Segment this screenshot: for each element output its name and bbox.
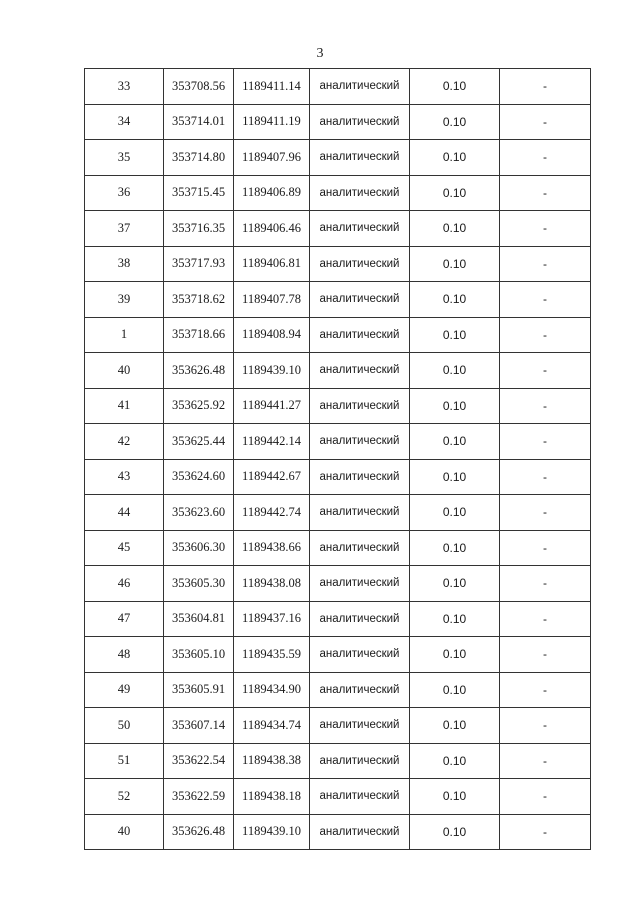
accuracy-cell: 0.10 bbox=[410, 708, 500, 744]
accuracy-cell: 0.10 bbox=[410, 495, 500, 531]
table-row bbox=[85, 637, 591, 673]
table-row bbox=[85, 175, 591, 211]
method-cell: аналитический bbox=[310, 779, 410, 815]
x-coordinate-cell: 353605.10 bbox=[164, 637, 234, 673]
point-number-cell: 38 bbox=[85, 246, 164, 282]
point-number-cell: 41 bbox=[85, 388, 164, 424]
accuracy-cell: 0.10 bbox=[410, 566, 500, 602]
x-coordinate-cell: 353605.91 bbox=[164, 672, 234, 708]
point-number-cell: 50 bbox=[85, 708, 164, 744]
table-row bbox=[85, 779, 591, 815]
accuracy-cell: 0.10 bbox=[410, 530, 500, 566]
y-coordinate-cell: 1189438.08 bbox=[234, 566, 310, 602]
method-cell: аналитический bbox=[310, 140, 410, 176]
method-cell: аналитический bbox=[310, 211, 410, 247]
method-cell: аналитический bbox=[310, 282, 410, 318]
point-number-cell: 37 bbox=[85, 211, 164, 247]
y-coordinate-cell: 1189406.81 bbox=[234, 246, 310, 282]
note-cell: - bbox=[500, 175, 591, 211]
point-number-cell: 43 bbox=[85, 459, 164, 495]
table-row bbox=[85, 601, 591, 637]
point-number-cell: 35 bbox=[85, 140, 164, 176]
x-coordinate-cell: 353626.48 bbox=[164, 353, 234, 389]
note-cell: - bbox=[500, 530, 591, 566]
point-number-cell: 36 bbox=[85, 175, 164, 211]
x-coordinate-cell: 353626.48 bbox=[164, 814, 234, 850]
y-coordinate-cell: 1189439.10 bbox=[234, 814, 310, 850]
note-cell: - bbox=[500, 246, 591, 282]
y-coordinate-cell: 1189411.19 bbox=[234, 104, 310, 140]
point-number-cell: 48 bbox=[85, 637, 164, 673]
point-number-cell: 33 bbox=[85, 69, 164, 105]
table-row bbox=[85, 672, 591, 708]
note-cell: - bbox=[500, 69, 591, 105]
x-coordinate-cell: 353714.01 bbox=[164, 104, 234, 140]
point-number-cell: 44 bbox=[85, 495, 164, 531]
table-row bbox=[85, 459, 591, 495]
y-coordinate-cell: 1189442.74 bbox=[234, 495, 310, 531]
method-cell: аналитический bbox=[310, 601, 410, 637]
table-row bbox=[85, 743, 591, 779]
table-row bbox=[85, 814, 591, 850]
x-coordinate-cell: 353625.44 bbox=[164, 424, 234, 460]
note-cell: - bbox=[500, 353, 591, 389]
method-cell: аналитический bbox=[310, 424, 410, 460]
table-row bbox=[85, 495, 591, 531]
accuracy-cell: 0.10 bbox=[410, 140, 500, 176]
x-coordinate-cell: 353604.81 bbox=[164, 601, 234, 637]
point-number-cell: 52 bbox=[85, 779, 164, 815]
accuracy-cell: 0.10 bbox=[410, 779, 500, 815]
accuracy-cell: 0.10 bbox=[410, 424, 500, 460]
x-coordinate-cell: 353607.14 bbox=[164, 708, 234, 744]
y-coordinate-cell: 1189434.90 bbox=[234, 672, 310, 708]
method-cell: аналитический bbox=[310, 104, 410, 140]
table-row bbox=[85, 566, 591, 602]
accuracy-cell: 0.10 bbox=[410, 246, 500, 282]
x-coordinate-cell: 353625.92 bbox=[164, 388, 234, 424]
table-row bbox=[85, 388, 591, 424]
method-cell: аналитический bbox=[310, 743, 410, 779]
table-row bbox=[85, 317, 591, 353]
note-cell: - bbox=[500, 140, 591, 176]
coordinates-table bbox=[84, 68, 591, 850]
method-cell: аналитический bbox=[310, 708, 410, 744]
x-coordinate-cell: 353715.45 bbox=[164, 175, 234, 211]
accuracy-cell: 0.10 bbox=[410, 601, 500, 637]
method-cell: аналитический bbox=[310, 495, 410, 531]
y-coordinate-cell: 1189438.38 bbox=[234, 743, 310, 779]
y-coordinate-cell: 1189406.89 bbox=[234, 175, 310, 211]
point-number-cell: 47 bbox=[85, 601, 164, 637]
accuracy-cell: 0.10 bbox=[410, 459, 500, 495]
point-number-cell: 40 bbox=[85, 353, 164, 389]
table-row bbox=[85, 211, 591, 247]
y-coordinate-cell: 1189434.74 bbox=[234, 708, 310, 744]
accuracy-cell: 0.10 bbox=[410, 69, 500, 105]
accuracy-cell: 0.10 bbox=[410, 317, 500, 353]
table-row bbox=[85, 282, 591, 318]
accuracy-cell: 0.10 bbox=[410, 743, 500, 779]
y-coordinate-cell: 1189442.67 bbox=[234, 459, 310, 495]
note-cell: - bbox=[500, 672, 591, 708]
point-number-cell: 42 bbox=[85, 424, 164, 460]
note-cell: - bbox=[500, 779, 591, 815]
method-cell: аналитический bbox=[310, 530, 410, 566]
x-coordinate-cell: 353605.30 bbox=[164, 566, 234, 602]
y-coordinate-cell: 1189407.96 bbox=[234, 140, 310, 176]
accuracy-cell: 0.10 bbox=[410, 211, 500, 247]
note-cell: - bbox=[500, 601, 591, 637]
x-coordinate-cell: 353717.93 bbox=[164, 246, 234, 282]
y-coordinate-cell: 1189407.78 bbox=[234, 282, 310, 318]
point-number-cell: 46 bbox=[85, 566, 164, 602]
point-number-cell: 39 bbox=[85, 282, 164, 318]
note-cell: - bbox=[500, 459, 591, 495]
method-cell: аналитический bbox=[310, 637, 410, 673]
x-coordinate-cell: 353624.60 bbox=[164, 459, 234, 495]
accuracy-cell: 0.10 bbox=[410, 282, 500, 318]
note-cell: - bbox=[500, 814, 591, 850]
table-row bbox=[85, 530, 591, 566]
method-cell: аналитический bbox=[310, 246, 410, 282]
point-number-cell: 51 bbox=[85, 743, 164, 779]
method-cell: аналитический bbox=[310, 388, 410, 424]
point-number-cell: 49 bbox=[85, 672, 164, 708]
note-cell: - bbox=[500, 317, 591, 353]
x-coordinate-cell: 353718.62 bbox=[164, 282, 234, 318]
method-cell: аналитический bbox=[310, 459, 410, 495]
x-coordinate-cell: 353714.80 bbox=[164, 140, 234, 176]
y-coordinate-cell: 1189437.16 bbox=[234, 601, 310, 637]
table-row bbox=[85, 69, 591, 105]
x-coordinate-cell: 353623.60 bbox=[164, 495, 234, 531]
method-cell: аналитический bbox=[310, 672, 410, 708]
coordinates-table-container bbox=[84, 68, 590, 850]
x-coordinate-cell: 353716.35 bbox=[164, 211, 234, 247]
x-coordinate-cell: 353718.66 bbox=[164, 317, 234, 353]
x-coordinate-cell: 353622.59 bbox=[164, 779, 234, 815]
method-cell: аналитический bbox=[310, 353, 410, 389]
y-coordinate-cell: 1189411.14 bbox=[234, 69, 310, 105]
y-coordinate-cell: 1189435.59 bbox=[234, 637, 310, 673]
note-cell: - bbox=[500, 708, 591, 744]
y-coordinate-cell: 1189408.94 bbox=[234, 317, 310, 353]
note-cell: - bbox=[500, 637, 591, 673]
table-row bbox=[85, 246, 591, 282]
table-row bbox=[85, 353, 591, 389]
note-cell: - bbox=[500, 424, 591, 460]
x-coordinate-cell: 353708.56 bbox=[164, 69, 234, 105]
point-number-cell: 40 bbox=[85, 814, 164, 850]
accuracy-cell: 0.10 bbox=[410, 175, 500, 211]
note-cell: - bbox=[500, 495, 591, 531]
method-cell: аналитический bbox=[310, 317, 410, 353]
y-coordinate-cell: 1189438.18 bbox=[234, 779, 310, 815]
note-cell: - bbox=[500, 388, 591, 424]
table-row bbox=[85, 708, 591, 744]
accuracy-cell: 0.10 bbox=[410, 353, 500, 389]
y-coordinate-cell: 1189438.66 bbox=[234, 530, 310, 566]
table-row bbox=[85, 424, 591, 460]
table-body bbox=[85, 69, 591, 850]
note-cell: - bbox=[500, 566, 591, 602]
page-number: 3 bbox=[316, 46, 324, 61]
accuracy-cell: 0.10 bbox=[410, 814, 500, 850]
accuracy-cell: 0.10 bbox=[410, 672, 500, 708]
y-coordinate-cell: 1189406.46 bbox=[234, 211, 310, 247]
x-coordinate-cell: 353622.54 bbox=[164, 743, 234, 779]
x-coordinate-cell: 353606.30 bbox=[164, 530, 234, 566]
y-coordinate-cell: 1189442.14 bbox=[234, 424, 310, 460]
table-row bbox=[85, 140, 591, 176]
point-number-cell: 1 bbox=[85, 317, 164, 353]
point-number-cell: 45 bbox=[85, 530, 164, 566]
method-cell: аналитический bbox=[310, 69, 410, 105]
accuracy-cell: 0.10 bbox=[410, 104, 500, 140]
accuracy-cell: 0.10 bbox=[410, 388, 500, 424]
y-coordinate-cell: 1189439.10 bbox=[234, 353, 310, 389]
point-number-cell: 34 bbox=[85, 104, 164, 140]
method-cell: аналитический bbox=[310, 566, 410, 602]
table-row bbox=[85, 104, 591, 140]
method-cell: аналитический bbox=[310, 814, 410, 850]
accuracy-cell: 0.10 bbox=[410, 637, 500, 673]
note-cell: - bbox=[500, 282, 591, 318]
note-cell: - bbox=[500, 211, 591, 247]
note-cell: - bbox=[500, 104, 591, 140]
y-coordinate-cell: 1189441.27 bbox=[234, 388, 310, 424]
note-cell: - bbox=[500, 743, 591, 779]
method-cell: аналитический bbox=[310, 175, 410, 211]
